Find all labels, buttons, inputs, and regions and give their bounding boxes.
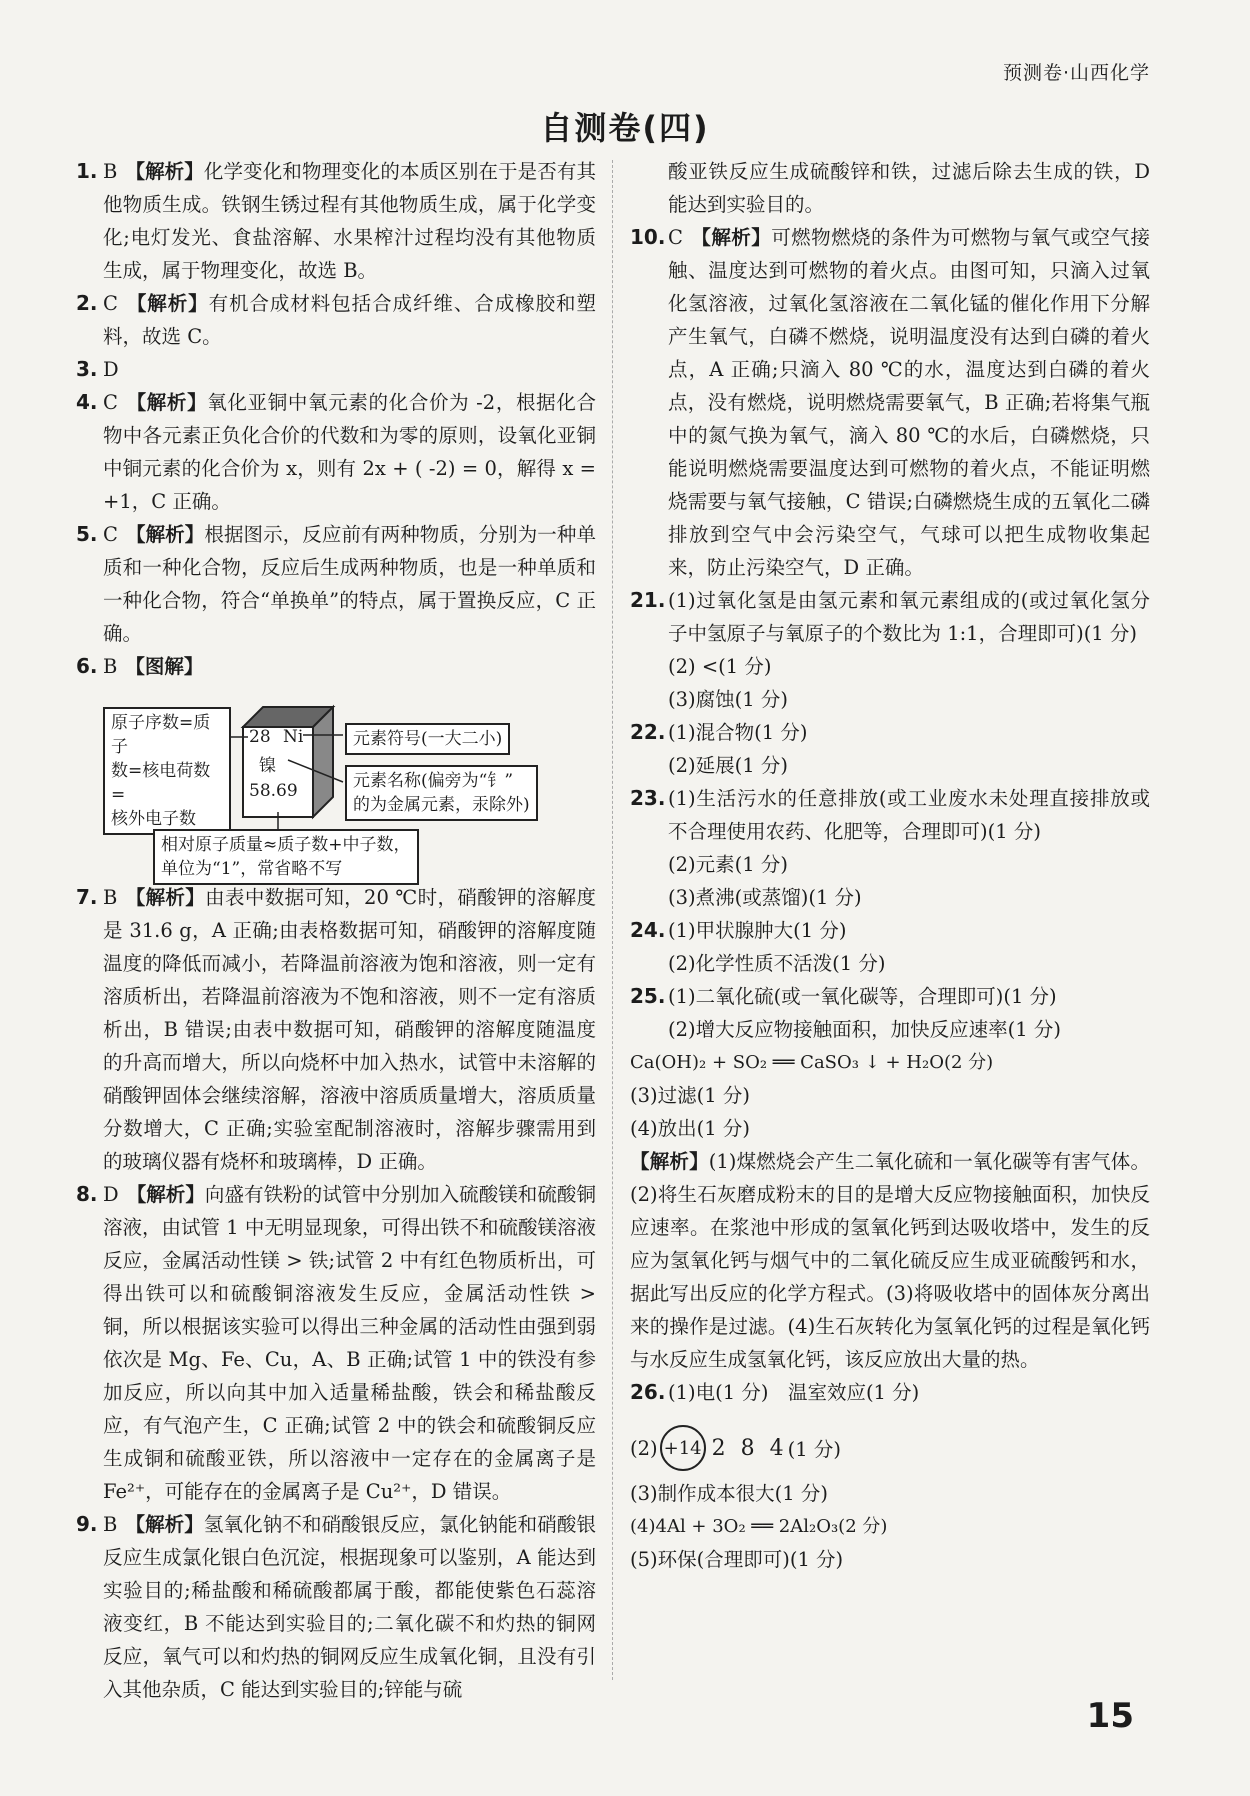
analysis-text: 有机合成材料包括合成纤维、合成橡胶和塑料，故选 C。 [103, 292, 596, 348]
symbol-note-box: 元素符号(一大二小) [345, 723, 510, 755]
answer-choice: B [103, 1513, 118, 1536]
analysis-text: 向盛有铁粉的试管中分别加入硫酸镁和硫酸铜溶液，由试管 1 中无明显现象，可得出铁不和硫酸镁溶液反应，金属活动性镁 > 铁;试管 2 中有红色物质析出，可得出铁可以和硫酸铜溶液发生反应，金属活动性铁 > 铜，所以根据该实验可以得出三种金属的活动性由强到弱依次是 Mg、Fe、Cu，A、B 正确;试管 1 中的铁没有参加反应，所以向其中加入适量稀盐酸，铁会和稀盐酸反应，有气泡产生，C 正确;试管 2 中的铁会和硫酸铜反应生成铜和硫酸亚铁，所以溶液中一定存在的金属离子是 Fe²⁺，可能存在的金属离子是 Cu²⁺，D 错误。 [103, 1183, 596, 1503]
answer-item [76, 386, 596, 518]
sub-answer: (1)电(1 分) 温室效应(1 分) [668, 1381, 920, 1404]
item-number: 5. [76, 522, 98, 546]
sub-answer: (2)元素(1 分) [668, 853, 788, 876]
answer-item [76, 287, 596, 353]
analysis-tag: 【解析】 [125, 160, 204, 183]
analysis-text: 可燃物燃烧的条件为可燃物与氧气或空气接触、温度达到可燃物的着火点。由图可知，只滴入过氧化氢溶液，过氧化氢溶液在二氧化锰的催化作用下分解产生氧气，白磷不燃烧，说明温度没有达到白磷的着火点，A 正确;只滴入 80 ℃的水，温度达到白磷的着火点，没有燃烧，说明燃烧需要氧气，B 正确;若将集气瓶中的氮气换为氧气，滴入 80 ℃的水后，白磷燃烧，只能说明燃烧需要温度达到可燃物的着火点，不能证明燃烧需要与氧气接触，C 错误;白磷燃烧生成的五氧化二磷排放到空气中会污染空气，气球可以把生成物收集起来，防止污染空气，D 正确。 [668, 226, 1150, 579]
answer-item [76, 518, 596, 650]
sub-answer: (2)延展(1 分) [668, 754, 788, 777]
answer-item [76, 353, 596, 386]
answer-item [630, 221, 1150, 584]
answer-item [630, 584, 1150, 716]
sub-answer: (1)二氧化硫(或一氧化碳等，合理即可)(1 分) [668, 985, 1057, 1008]
box-line: 相对原子质量≈质子数+中子数， [161, 835, 411, 855]
page-title: 自测卷(四) [540, 109, 710, 147]
answer-choice: D [103, 1183, 119, 1206]
box-line: 数=核电荷数= [111, 761, 211, 805]
periodic-cell-diagram [103, 687, 596, 877]
item-number: 7. [76, 885, 98, 909]
answer-item [76, 1178, 596, 1508]
cell-mass: 58.69 [249, 781, 298, 801]
item-number: 4. [76, 390, 98, 414]
item-number: 25. [630, 984, 666, 1008]
analysis-paragraph [630, 1145, 1150, 1376]
analysis-text: 化学变化和物理变化的本质区别在于是否有其他物质生成。铁钢生锈过程有其他物质生成，属于化学变化;电灯发光、食盐溶解、水果榨汁过程均没有其他物质生成，属于物理变化，故选 B。 [103, 160, 596, 282]
box-line: 的为金属元素，汞除外) [353, 795, 530, 815]
cell-atomic-number: 28 [249, 727, 271, 747]
diagram-tag: 【图解】 [125, 655, 204, 678]
answer-item [630, 782, 1150, 914]
sub-answer: (1)过氧化氢是由氢元素和氧元素组成的(或过氧化氢分子中氢原子与氧原子的个数比为 1:1，合理即可)(1 分) [668, 589, 1150, 645]
page-number: 15 [1086, 1696, 1134, 1736]
item-number: 1. [76, 159, 98, 183]
analysis-tag: 【解析】 [125, 523, 205, 546]
item-number: 24. [630, 918, 666, 942]
item-number: 6. [76, 654, 98, 678]
sub-answer: (3)过滤(1 分) [630, 1084, 750, 1107]
analysis-tag: 【解析】 [125, 886, 206, 909]
item-number: 8. [76, 1182, 98, 1206]
sub-answer: (2)化学性质不活泼(1 分) [668, 952, 886, 975]
silicon-atom-structure [630, 1425, 1150, 1471]
nuclear-charge: +14 [663, 1437, 702, 1459]
score: (1 分) [787, 1438, 841, 1461]
continued-text: 酸亚铁反应生成硫酸锌和铁，过滤后除去生成的铁，D 能达到实验目的。 [668, 160, 1150, 216]
answer-item [630, 716, 1150, 782]
analysis-tag: 【解析】 [690, 226, 772, 249]
atomic-number-box [103, 707, 231, 835]
item-number: 26. [630, 1380, 666, 1404]
sub-answer: (5)环保(合理即可)(1 分) [630, 1548, 844, 1571]
sub-answer: (1)生活污水的任意排放(或工业废水未处理直接排放或不合理使用农药、化肥等，合理即可)(1 分) [668, 787, 1150, 843]
item-number: 3. [76, 357, 98, 381]
item-number: 9. [76, 1512, 98, 1536]
analysis-tag: 【解析】 [630, 1150, 709, 1173]
sub-answer: (4)放出(1 分) [630, 1117, 750, 1140]
sub-answer-prefix: (2) [630, 1436, 658, 1460]
column-divider [612, 160, 613, 1680]
analysis-text: 氢氧化钠不和硝酸银反应，氯化钠能和硝酸银反应生成氯化银白色沉淀，根据现象可以鉴别，A 能达到实验目的;稀盐酸和稀硫酸都属于酸，都能使紫色石蕊溶液变红，B 不能达到实验目的;二氧化碳不和灼热的铜网反应，氧气可以和灼热的铜网反应生成氧化铜，且没有引入其他杂质，C 能达到实验目的;锌能与硫 [103, 1513, 596, 1701]
cell-name: 镍 [259, 756, 276, 776]
analysis-tag: 【解析】 [126, 1183, 205, 1206]
box-line: 核外电子数 [111, 809, 196, 829]
sub-answer: (1)甲状腺肿大(1 分) [668, 919, 847, 942]
left-column [76, 155, 596, 1706]
analysis-text: 由表中数据可知，20 ℃时，硝酸钾的溶解度是 31.6 g，A 正确;由表格数据可知，硝酸钾的溶解度随温度的降低而减小，若降温前溶液为饱和溶液，则一定有溶质析出，若降温前溶液为不饱和溶液，则不一定有溶质析出，B 错误;由表中数据可知，硝酸钾的溶解度随温度的升高而增大，所以向烧杯中加入热水，试管中未溶解的硝酸钾固体会继续溶解，溶液中溶质质量增大，溶质质量分数增大，C 正确;实验室配制溶液时，溶解步骤需用到的玻璃仪器有烧杯和玻璃棒，D 正确。 [103, 886, 596, 1173]
analysis-text: (1)煤燃烧会产生二氧化硫和一氧化碳等有害气体。(2)将生石灰磨成粉末的目的是增大反应物接触面积，加快反应速率。在浆池中形成的氢氧化钙到达吸收塔中，发生的反应为氢氧化钙与烟气中的二氧化硫反应生成亚硫酸钙和水，据此写出反应的化学方程式。(3)将吸收塔中的固体灰分离出来的操作是过滤。(4)生石灰转化为氢氧化钙的过程是氧化钙与水反应生成氢氧化钙，该反应放出大量的热。 [630, 1150, 1150, 1371]
analysis-tag: 【解析】 [125, 292, 209, 315]
chemical-equation: (4)4Al + 3O₂ ══ 2Al₂O₃(2 分) [630, 1516, 888, 1537]
item-number: 21. [630, 588, 666, 612]
answer-choice: B [103, 886, 118, 909]
answer-item [76, 650, 596, 683]
answer-item [76, 1508, 596, 1706]
running-title: 预测卷·山西化学 [1002, 62, 1150, 84]
answer-choice: D [103, 358, 119, 381]
sub-answer: (3)制作成本很大(1 分) [630, 1482, 828, 1505]
name-note-box [345, 765, 538, 821]
answer-item [76, 155, 596, 287]
item-number: 2. [76, 291, 98, 315]
answer-item [630, 1376, 1150, 1409]
analysis-tag: 【解析】 [125, 1513, 204, 1536]
mass-note-box [153, 829, 419, 885]
answer-item [630, 980, 1150, 1046]
sub-answer: (2)增大反应物接触面积，加快反应速率(1 分) [668, 1018, 1061, 1041]
box-line: 单位为“1”，常省略不写 [161, 859, 343, 879]
analysis-tag: 【解析】 [125, 391, 208, 414]
item-number: 23. [630, 786, 666, 810]
answer-choice: C [103, 391, 118, 414]
answer-choice: B [103, 655, 118, 678]
chemical-equation: Ca(OH)₂ + SO₂ ══ CaSO₃ ↓ + H₂O(2 分) [630, 1052, 994, 1073]
answer-choice: C [103, 292, 118, 315]
answer-item [76, 881, 596, 1178]
sub-answer: (3)煮沸(或蒸馏)(1 分) [668, 886, 862, 909]
box-line: 原子序数=质子 [111, 713, 211, 757]
answer-choice: C [103, 523, 118, 546]
sub-answer: (2) <(1 分) [668, 655, 772, 678]
sub-answer: (1)混合物(1 分) [668, 721, 808, 744]
box-line: 元素名称(偏旁为“钅” [353, 771, 514, 791]
item-number: 10. [630, 225, 666, 249]
answer-item [630, 914, 1150, 980]
right-column [630, 155, 1150, 1576]
nucleus-circle [660, 1425, 706, 1471]
electron-shells: 2 8 4 [711, 1435, 788, 1461]
item-number: 22. [630, 720, 666, 744]
sub-answer: (3)腐蚀(1 分) [668, 688, 788, 711]
answer-choice: C [668, 226, 683, 249]
cell-symbol: Ni [283, 727, 304, 747]
answer-choice: B [103, 160, 118, 183]
analysis-text: 根据图示，反应前有两种物质，分别为一种单质和一种化合物，反应后生成两种物质，也是一种单质和一种化合物，符合“单换单”的特点，属于置换反应，C 正确。 [103, 523, 596, 645]
analysis-text: 氧化亚铜中氧元素的化合价为 -2，根据化合物中各元素正负化合价的代数和为零的原则，设氧化亚铜中铜元素的化合价为 x，则有 2x + ( -2) = 0，解得 x = +1，C 正确。 [103, 391, 596, 513]
